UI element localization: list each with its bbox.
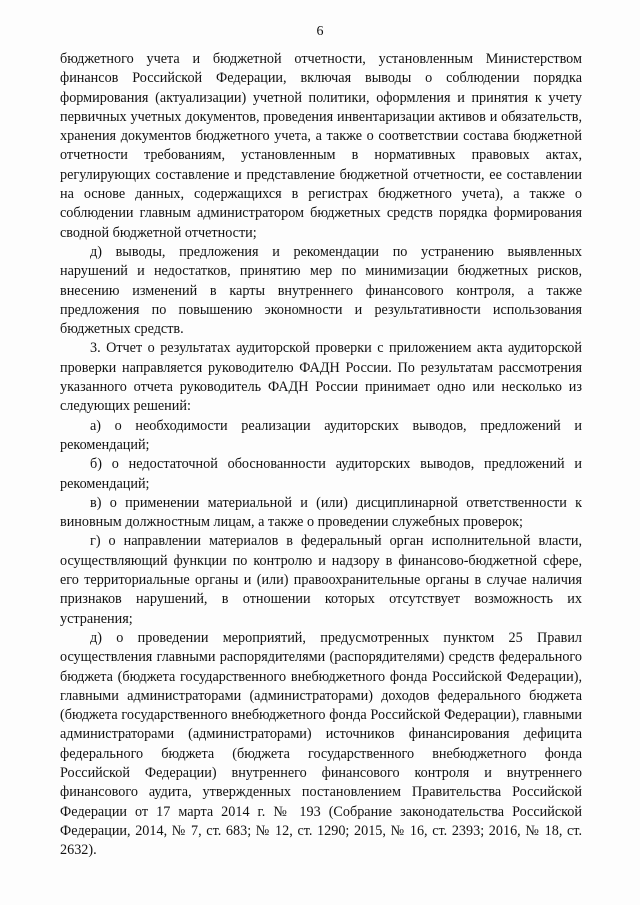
paragraph-item-a: а) о необходимости реализации аудиторских выводов, предложений и рекомендаций; bbox=[60, 417, 582, 453]
paragraph-item-b: б) о недостаточной обоснованности аудиторских выводов, предложений и рекомендаций; bbox=[60, 456, 582, 492]
paragraph-clause-3: 3. Отчет о результатах аудиторской проверки с приложением акта аудиторской проверки направляется руководителю ФАДН России. По результатам рассмотрения указанного отчета руководитель ФАДН России принимает одно или несколько из следующих решений: bbox=[60, 340, 582, 415]
paragraph-item-d-conclusions: д) выводы, предложения и рекомендации по устранению выявленных нарушений и недостатков, принятию мер по минимизации бюджетных рисков, внесению изменений в карты внутреннего финансового контроля, а также предложения по повышению экономности и результативности использования бюджетных средств. bbox=[60, 243, 582, 338]
paragraph-item-v: в) о применении материальной и (или) дисциплинарной ответственности к виновным должностным лицам, а также о проведении служебных проверок; bbox=[60, 494, 582, 531]
paragraph-continuation: бюджетного учета и бюджетной отчетности, установленным Министерством финансов Российской Федерации, включая выводы о соблюдении порядка формирования (актуализации) учетной политики, оформления и принятия к учету первичных учетных документов, проведения инвентаризации активов и обязательств, хранения документов бюджетного учета, а также о соответствии состава бюджетной отчетности требованиям, установленным в нормативных правовых актах, регулирующих составление и представление бюджетной отчетности, ее составлении на основе данных, содержащихся в регистрах бюджетного учета), а также о соблюдении главным администратором бюджетных средств порядка формирования сводной бюджетной отчетности; bbox=[60, 51, 582, 241]
page-number: 6 bbox=[316, 24, 324, 39]
document-body bbox=[60, 50, 582, 860]
paragraph-item-d-measures: д) о проведении мероприятий, предусмотренных пунктом 25 Правил осуществления главными распорядителями (распорядителями) средств федерального бюджета (бюджета государственного внебюджетного фонда Российской Федерации), главными администраторами (администраторами) доходов федерального бюджета (бюджета государственного внебюджетного фонда Российской Федерации), главными администраторами (администраторами) источников финансирования дефицита федерального бюджета (бюджета государственного внебюджетного фонда Российской Федерации) внутреннего финансового контроля и внутреннего финансового аудита, утвержденных постановлением Правительства Российской Федерации от 17 марта 2014 г. № 193 (Собрание законодательства Российской Федерации, 2014, № 7, ст. 683; № 12, ст. 1290; 2015, № 16, ст. 2393; 2016, № 18, ст. 2632). bbox=[60, 629, 582, 859]
paragraph-item-g: г) о направлении материалов в федеральный орган исполнительной власти, осуществляющий функции по контролю и надзору в финансово-бюджетной сфере, его территориальные органы и (или) правоохранительные органы в случае наличия признаков нарушений, в отношении которых отсутствует возможность их устранения; bbox=[60, 533, 582, 627]
